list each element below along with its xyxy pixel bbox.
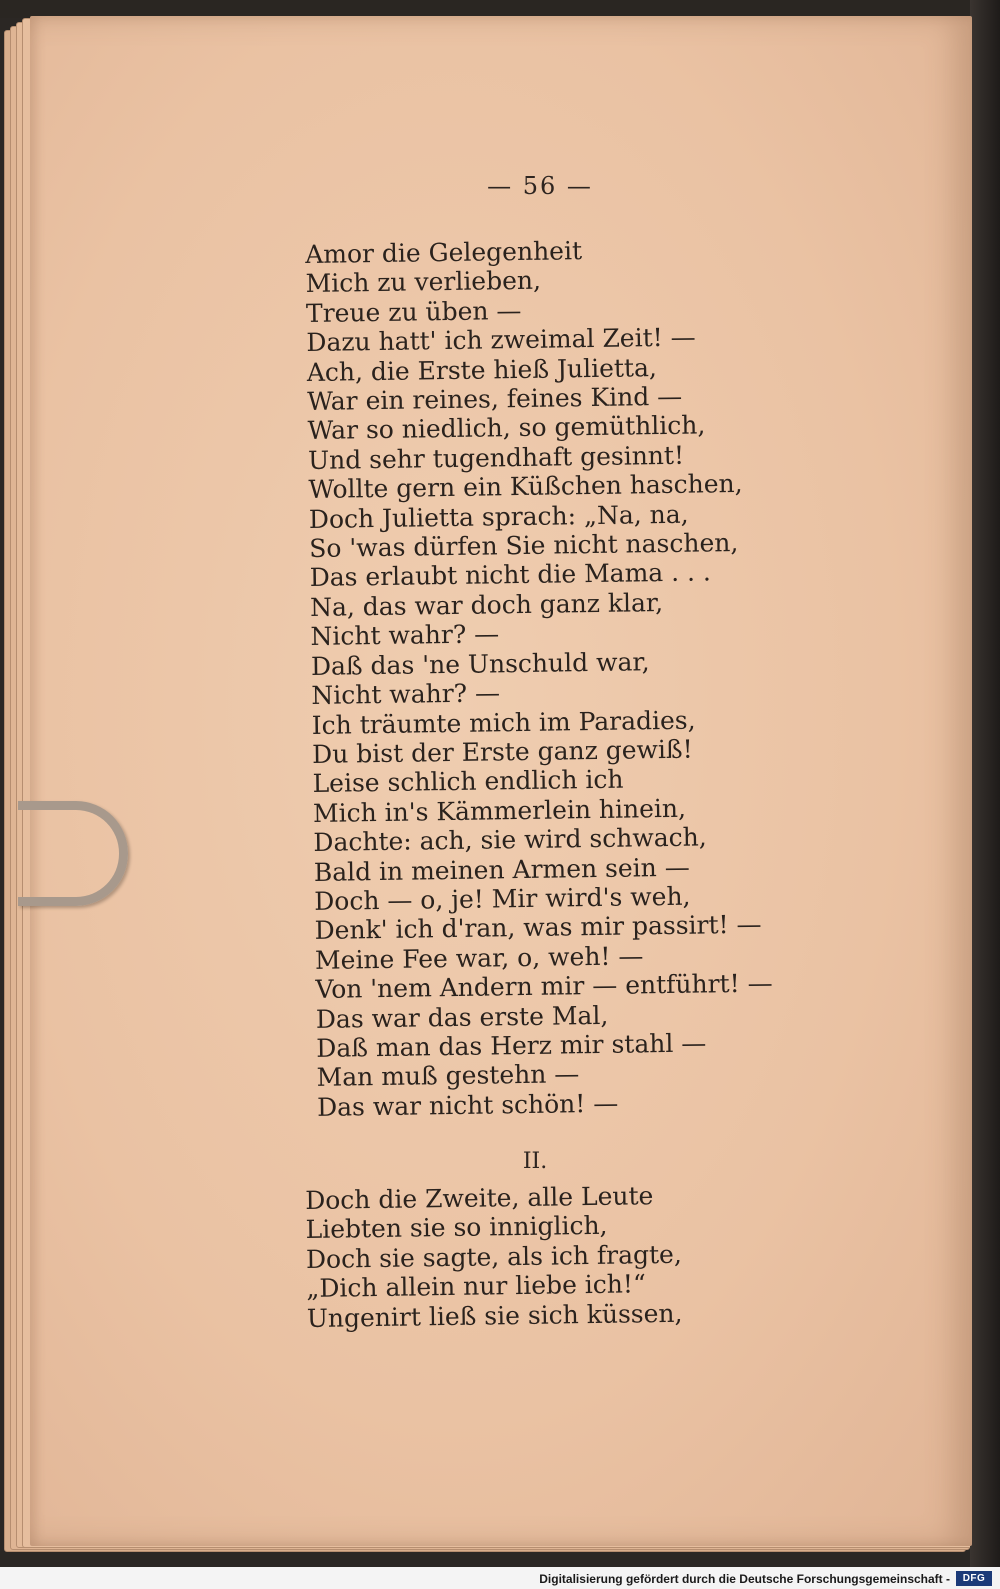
poem-line: Mich in's Kämmerlein hinein, <box>312 793 687 828</box>
poem-line: War ein reines, feines Kind — <box>307 381 683 417</box>
poem-line: Amor die Gelegenheit <box>305 236 583 269</box>
poem-line: Von 'nem Andern mir — entführt! — <box>315 968 773 1005</box>
poem-line: Du bist der Erste ganz gewiß! <box>311 734 693 769</box>
poem-line: Mich zu verlieben, <box>305 266 542 299</box>
poem-line: Doch — o, je! Mir wird's weh, <box>314 881 691 916</box>
poem-line: Doch Julietta sprach: „Na, na, <box>308 499 689 534</box>
poem-stanza-2 <box>305 1178 867 1333</box>
poem-line: Wollte gern ein Küßchen haschen, <box>308 469 743 505</box>
poem-line: Doch sie sagte, als ich fragte, <box>305 1239 683 1274</box>
poem-line: Dachte: ach, sie wird schwach, <box>313 822 707 858</box>
poem-line: Dazu hatt' ich zweimal Zeit! — <box>306 322 696 358</box>
section-number: II. <box>522 1149 548 1174</box>
poem-line: Und sehr tugendhaft gesinnt! <box>307 440 685 475</box>
poem-line: Denk' ich d'ran, was mir passirt! — <box>314 910 762 946</box>
poem-line: Man muß gestehn — <box>316 1059 580 1093</box>
poem-line: Ungenirt ließ sie sich küssen, <box>306 1298 683 1333</box>
page-number: — 56 — <box>487 172 593 200</box>
poem-line: Nicht wahr? — <box>310 619 500 652</box>
poem-line: Das war nicht schön! — <box>316 1088 619 1122</box>
poem-line: Daß man das Herz mir stahl — <box>316 1028 707 1063</box>
poem-stanza-1 <box>305 232 877 1122</box>
poem-line: Das war das erste Mal, <box>315 1000 609 1034</box>
poem-line: Daß das 'ne Unschuld war, <box>310 646 650 681</box>
poem-line: Doch die Zweite, alle Leute <box>305 1181 654 1215</box>
poem-line: Meine Fee war, o, weh! — <box>314 941 644 975</box>
paper-clip <box>18 801 128 906</box>
book-binding-edge <box>970 0 1000 1589</box>
poem-line: Liebten sie so inniglich, <box>305 1211 608 1245</box>
poem-line: Nicht wahr? — <box>311 678 501 711</box>
poem-line: Leise schlich endlich ich <box>312 764 624 799</box>
poem-line: Ich träumte mich im Paradies, <box>311 705 696 740</box>
poem-line: War so niedlich, so gemüthlich, <box>307 410 706 446</box>
poem-line: Ach, die Erste hieß Julietta, <box>306 352 658 387</box>
poem-line: Treue zu üben — <box>305 295 522 328</box>
poem-line: Na, das war doch ganz klar, <box>309 587 664 622</box>
funding-credit: Digitalisierung gefördert durch die Deutsche Forschungsgemeinschaft - <box>539 1572 950 1586</box>
poem-line: Bald in meinen Armen sein — <box>313 852 690 887</box>
poem-line: „Dich allein nur liebe ich!“ <box>306 1269 646 1304</box>
poem-line: Das erlaubt nicht die Mama . . . <box>309 557 712 593</box>
dfg-logo-icon: DFG <box>956 1571 992 1586</box>
poem-line: So 'was dürfen Sie nicht naschen, <box>309 528 739 564</box>
footer-bar <box>0 1567 1000 1589</box>
